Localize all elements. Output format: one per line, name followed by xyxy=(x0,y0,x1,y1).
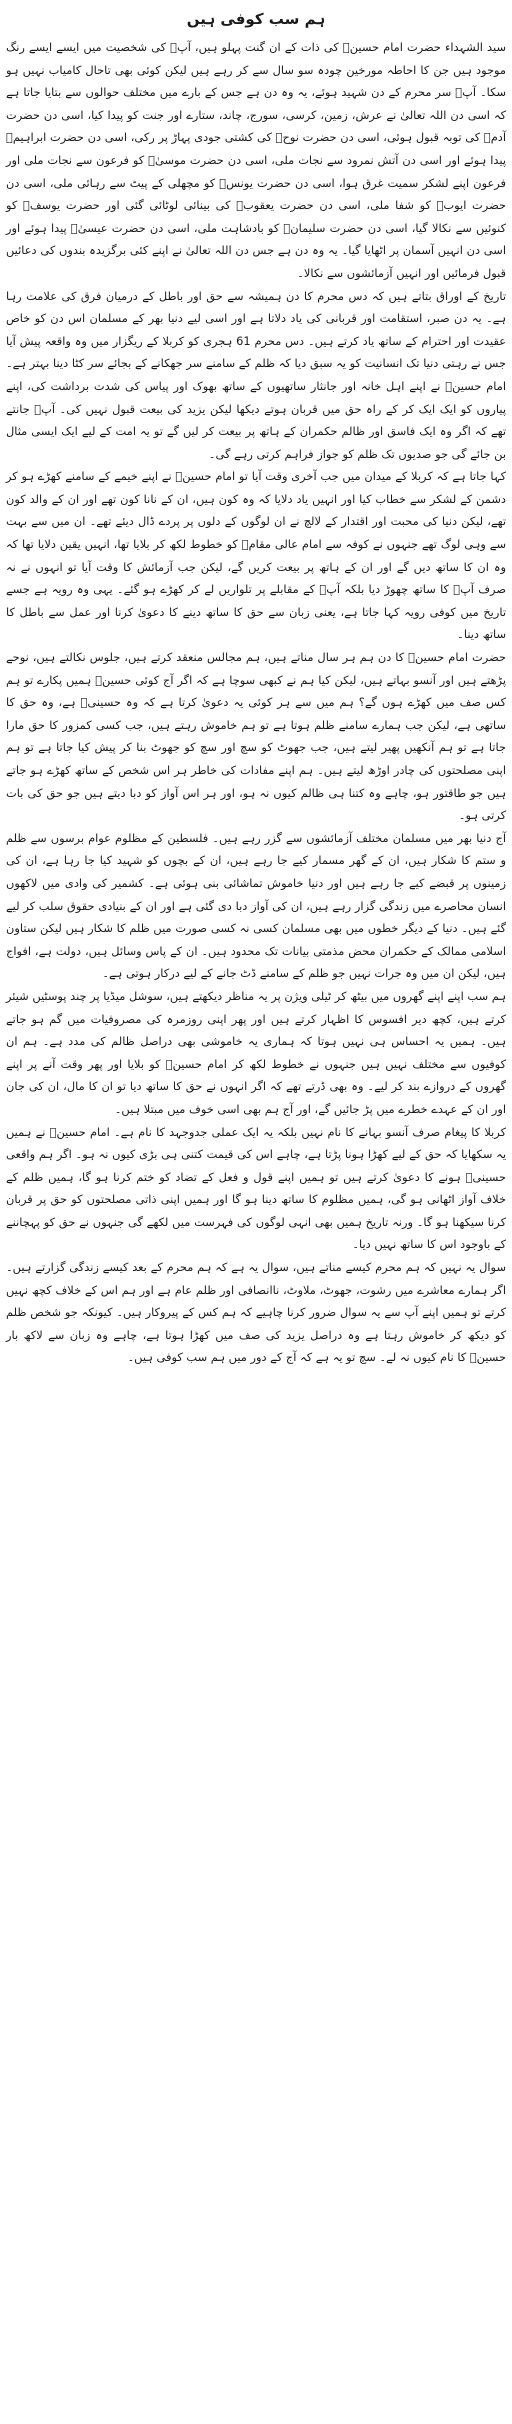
article-headline: ہم سب کوفی ہیں xyxy=(186,10,326,28)
article-paragraph: سوال یہ نہیں کہ ہم محرم کیسے مناتے ہیں، سوال یہ ہے کہ ہم محرم کے بعد کیسے زندگی گزارتے ہیں۔ اگر ہمارے معاشرے میں رشوت، جھوٹ، ملاوٹ، ناانصافی اور ظلم عام ہے اور ہم اس کے خلاف کچھ نہیں کرتے تو ہمیں اپنے آپ سے یہ سوال ضرور کرنا چاہیے کہ ہم کس کے پیروکار ہیں۔ کیونکہ جو شخص ظلم کو دیکھ کر خاموش رہتا ہے وہ دراصل یزید کی صف میں کھڑا ہوتا ہے، چاہے وہ زبان سے لاکھ بار حسینؓ کا نام کیوں نہ لے۔ سچ تو یہ ہے کہ آج کے دور میں ہم سب کوفی ہیں۔ xyxy=(6,1260,506,1365)
article-paragraph: آج دنیا بھر میں مسلمان مختلف آزمائشوں سے گزر رہے ہیں۔ فلسطین کے مظلوم عوام برسوں سے ظلم و ستم کا شکار ہیں، ان کے گھر مسمار کیے جا رہے ہیں، ان کے بچوں کو شہید کیا جا رہا ہے، ان کی زمینوں پر قبضے کیے جا رہے ہیں اور دنیا خاموش تماشائی بنی ہوئی ہے۔ کشمیر کی وادی میں لاکھوں انسان محاصرے میں زندگی گزار رہے ہیں، ان کی آواز دبا دی گئی ہے اور ان کے بنیادی حقوق سلب کر لیے گئے ہیں۔ دنیا کے دیگر خطوں میں بھی مسلمان کسی نہ کسی صورت میں ظلم کا شکار ہیں لیکن ستاون اسلامی ممالک کے حکمران محض مذمتی بیانات تک محدود ہیں۔ ان کے پاس وسائل ہیں، دولت ہے، افواج ہیں، لیکن ان میں وہ جرات نہیں جو ظلم کے سامنے ڈٹ جانے کے لیے درکار ہوتی ہے۔ xyxy=(6,830,506,981)
article-paragraph: ہم سب اپنے اپنے گھروں میں بیٹھ کر ٹیلی ویژن پر یہ مناظر دیکھتے ہیں، سوشل میڈیا پر چند پوسٹیں شیئر کرتے ہیں، کچھ دیر افسوس کا اظہار کرتے ہیں اور پھر اپنی روزمرہ کی مصروفیات میں گم ہو جاتے ہیں۔ ہمیں یہ احساس ہی نہیں ہوتا کہ ہماری یہ خاموشی بھی دراصل ظالم کی مدد ہے۔ ہم ان کوفیوں سے مختلف نہیں ہیں جنہوں نے خطوط لکھ کر امام حسینؓ کو بلایا اور پھر وقت آنے پر اپنے گھروں کے دروازے بند کر لیے۔ وہ بھی ڈرتے تھے کہ اگر انہوں نے حق کا ساتھ دیا تو ان کا مال، ان کی جان اور ان کے عہدے خطرے میں پڑ جائیں گے، اور آج ہم بھی اسی خوف میں مبتلا ہیں۔ xyxy=(6,988,506,1116)
article-paragraph: کربلا کا پیغام صرف آنسو بہانے کا نام نہیں بلکہ یہ ایک عملی جدوجہد کا نام ہے۔ امام حسینؓ نے ہمیں یہ سکھایا کہ حق کے لیے کھڑا ہونا پڑتا ہے، چاہے اس کی قیمت کتنی ہی بڑی کیوں نہ ہو۔ اگر ہم واقعی حسینیؓ ہونے کا دعویٰ کرتے ہیں تو ہمیں اپنے قول و فعل کے تضاد کو ختم کرنا ہو گا، ہمیں ظلم کے خلاف آواز اٹھانی ہو گی، ہمیں مظلوم کا ساتھ دینا ہو گا اور ہمیں اپنی ذاتی مصلحتوں کو حق پر قربان کرنا سیکھنا ہو گا۔ ورنہ تاریخ ہمیں بھی انہی لوگوں کی فہرست میں لکھے گی جنہوں نے حق کو پہچاننے کے باوجود اس کا ساتھ نہیں دیا۔ xyxy=(6,1124,506,1252)
article-body xyxy=(6,36,506,1369)
article-paragraph: کہا جاتا ہے کہ کربلا کے میدان میں جب آخری وقت آیا تو امام حسینؓ نے اپنے خیمے کے سامنے کھڑے ہو کر دشمن کے لشکر سے خطاب کیا اور انہیں یاد دلایا کہ وہ کون ہیں، ان کے نانا کون تھے اور ان کے والد کون تھے، لیکن دنیا کی محبت اور اقتدار کے لالچ نے ان لوگوں کے دلوں پر پردے ڈال دیئے تھے۔ ان میں سے بہت سے وہی لوگ تھے جنہوں نے کوفہ سے امام عالی مقامؓ کو خطوط لکھ کر بلایا تھا، انہیں یقین دلایا تھا کہ وہ ان کا ساتھ دیں گے اور ان کے ہاتھ پر بیعت کریں گے، لیکن جب آزمائش کا وقت آیا تو انہوں نے نہ صرف آپؓ کا ساتھ چھوڑ دیا بلکہ آپؓ کے مقابلے پر تلواریں لے کر کھڑے ہو گئے۔ یہی وہ رویہ ہے جسے تاریخ میں کوفی رویہ کہا جاتا ہے، یعنی زبان سے حق کا ساتھ دینے کا دعویٰ کرنا اور عمل سے باطل کا ساتھ دینا۔ xyxy=(6,469,506,642)
article-paragraph: حضرت امام حسینؓ کا دن ہم ہر سال مناتے ہیں، ہم مجالس منعقد کرتے ہیں، جلوس نکالتے ہیں، نوحے پڑھتے ہیں اور آنسو بہاتے ہیں، لیکن کیا ہم نے کبھی سوچا ہے کہ اگر آج کوئی حسینؓ ہمیں پکارے تو ہم کس صف میں کھڑے ہوں گے؟ ہم میں سے ہر کوئی یہ دعویٰ کرتا ہے کہ وہ حسینیؓ ہے، وہ حق کا ساتھی ہے، لیکن جب ہمارے سامنے ظلم ہوتا ہے تو ہم خاموش رہتے ہیں، جب کسی کمزور کا حق مارا جاتا ہے تو ہم آنکھیں پھیر لیتے ہیں، جب جھوٹ کو سچ اور سچ کو جھوٹ بنا کر پیش کیا جاتا ہے تو ہم اپنی مصلحتوں کی چادر اوڑھ لیتے ہیں۔ ہم اپنے مفادات کی خاطر ہر اس شخص کے ساتھ کھڑے ہو جاتے ہیں جو طاقتور ہو، چاہے وہ کتنا ہی ظالم کیوں نہ ہو، اور ہر اس آواز کو دبا دیتے ہیں جو حق کی بات کرتی ہو۔ xyxy=(6,650,506,823)
article-paragraph: تاریخ کے اوراق بتاتے ہیں کہ دس محرم کا دن ہمیشہ سے حق اور باطل کے درمیان فرق کی علامت رہا ہے۔ یہ دن صبر، استقامت اور قربانی کی یاد دلاتا ہے اور اسی لیے دنیا بھر کے مسلمان اس دن کو خاص عقیدت اور احترام کے ساتھ یاد کرتے ہیں۔ دس محرم 61 ہجری کو کربلا کے ریگزار میں وہ واقعہ پیش آیا جس نے رہتی دنیا تک انسانیت کو یہ سبق دیا کہ ظلم کے سامنے سر جھکانے کے بجائے سر کٹا دینا بہتر ہے۔ امام حسینؓ نے اپنے اہل خانہ اور جانثار ساتھیوں کے ساتھ بھوک اور پیاس کی شدت برداشت کی، اپنے پیاروں کو ایک ایک کر کے راہ حق میں قربان ہوتے دیکھا لیکن یزید کی بیعت قبول نہیں کی۔ آپؓ جانتے تھے کہ اگر وہ ایک فاسق اور ظالم حکمران کے ہاتھ پر بیعت کر لیں گے تو یہ امت کے لیے ایک ایسی مثال بن جائے گی جو صدیوں تک ظلم کو جواز فراہم کرتی رہے گی۔ xyxy=(6,288,506,461)
article-paragraph: سید الشہداء حضرت امام حسینؓ کی ذات کے ان گنت پہلو ہیں، آپؓ کی شخصیت میں ایسے ایسے رنگ موجود ہیں جن کا احاطہ مورخین چودہ سو سال سے کر رہے ہیں لیکن کوئی بھی تاحال کامیاب نہیں ہو سکا۔ آپؓ سر محرم کے دن شہید ہوئے، یہ وہ دن ہے جس کے بارے میں مختلف حوالوں سے بتایا جاتا ہے کہ اسی دن اللہ تعالیٰ نے عرش، زمین، کرسی، سورج، چاند، ستارے اور جنت کو پیدا کیا، اسی دن حضرت آدمؑ کی توبہ قبول ہوئی، اسی دن حضرت نوحؑ کی کشتی جودی پہاڑ پر رکی، اسی دن حضرت ابراہیمؑ پیدا ہوئے اور اسی دن آتش نمرود سے نجات ملی، اسی دن حضرت موسیٰؑ کو فرعون سے نجات ملی اور فرعون اپنے لشکر سمیت غرق ہوا، اسی دن حضرت یونسؑ کو مچھلی کے پیٹ سے رہائی ملی، اسی دن حضرت ایوبؑ کو شفا ملی، اسی دن حضرت یعقوبؑ کی بینائی لوٹائی گئی اور حضرت یوسفؑ کو کنوئیں سے نکالا گیا، اسی دن حضرت سلیمانؑ کو بادشاہت ملی، اسی دن حضرت عیسیٰؑ پیدا ہوئے اور اسی دن انہیں آسمان پر اٹھایا گیا۔ یہ وہ دن ہے جس دن اللہ تعالیٰ نے اپنے کئی برگزیدہ بندوں کی دعائیں قبول فرمائیں اور انہیں آزمائشوں سے نکالا۔ xyxy=(6,40,506,280)
